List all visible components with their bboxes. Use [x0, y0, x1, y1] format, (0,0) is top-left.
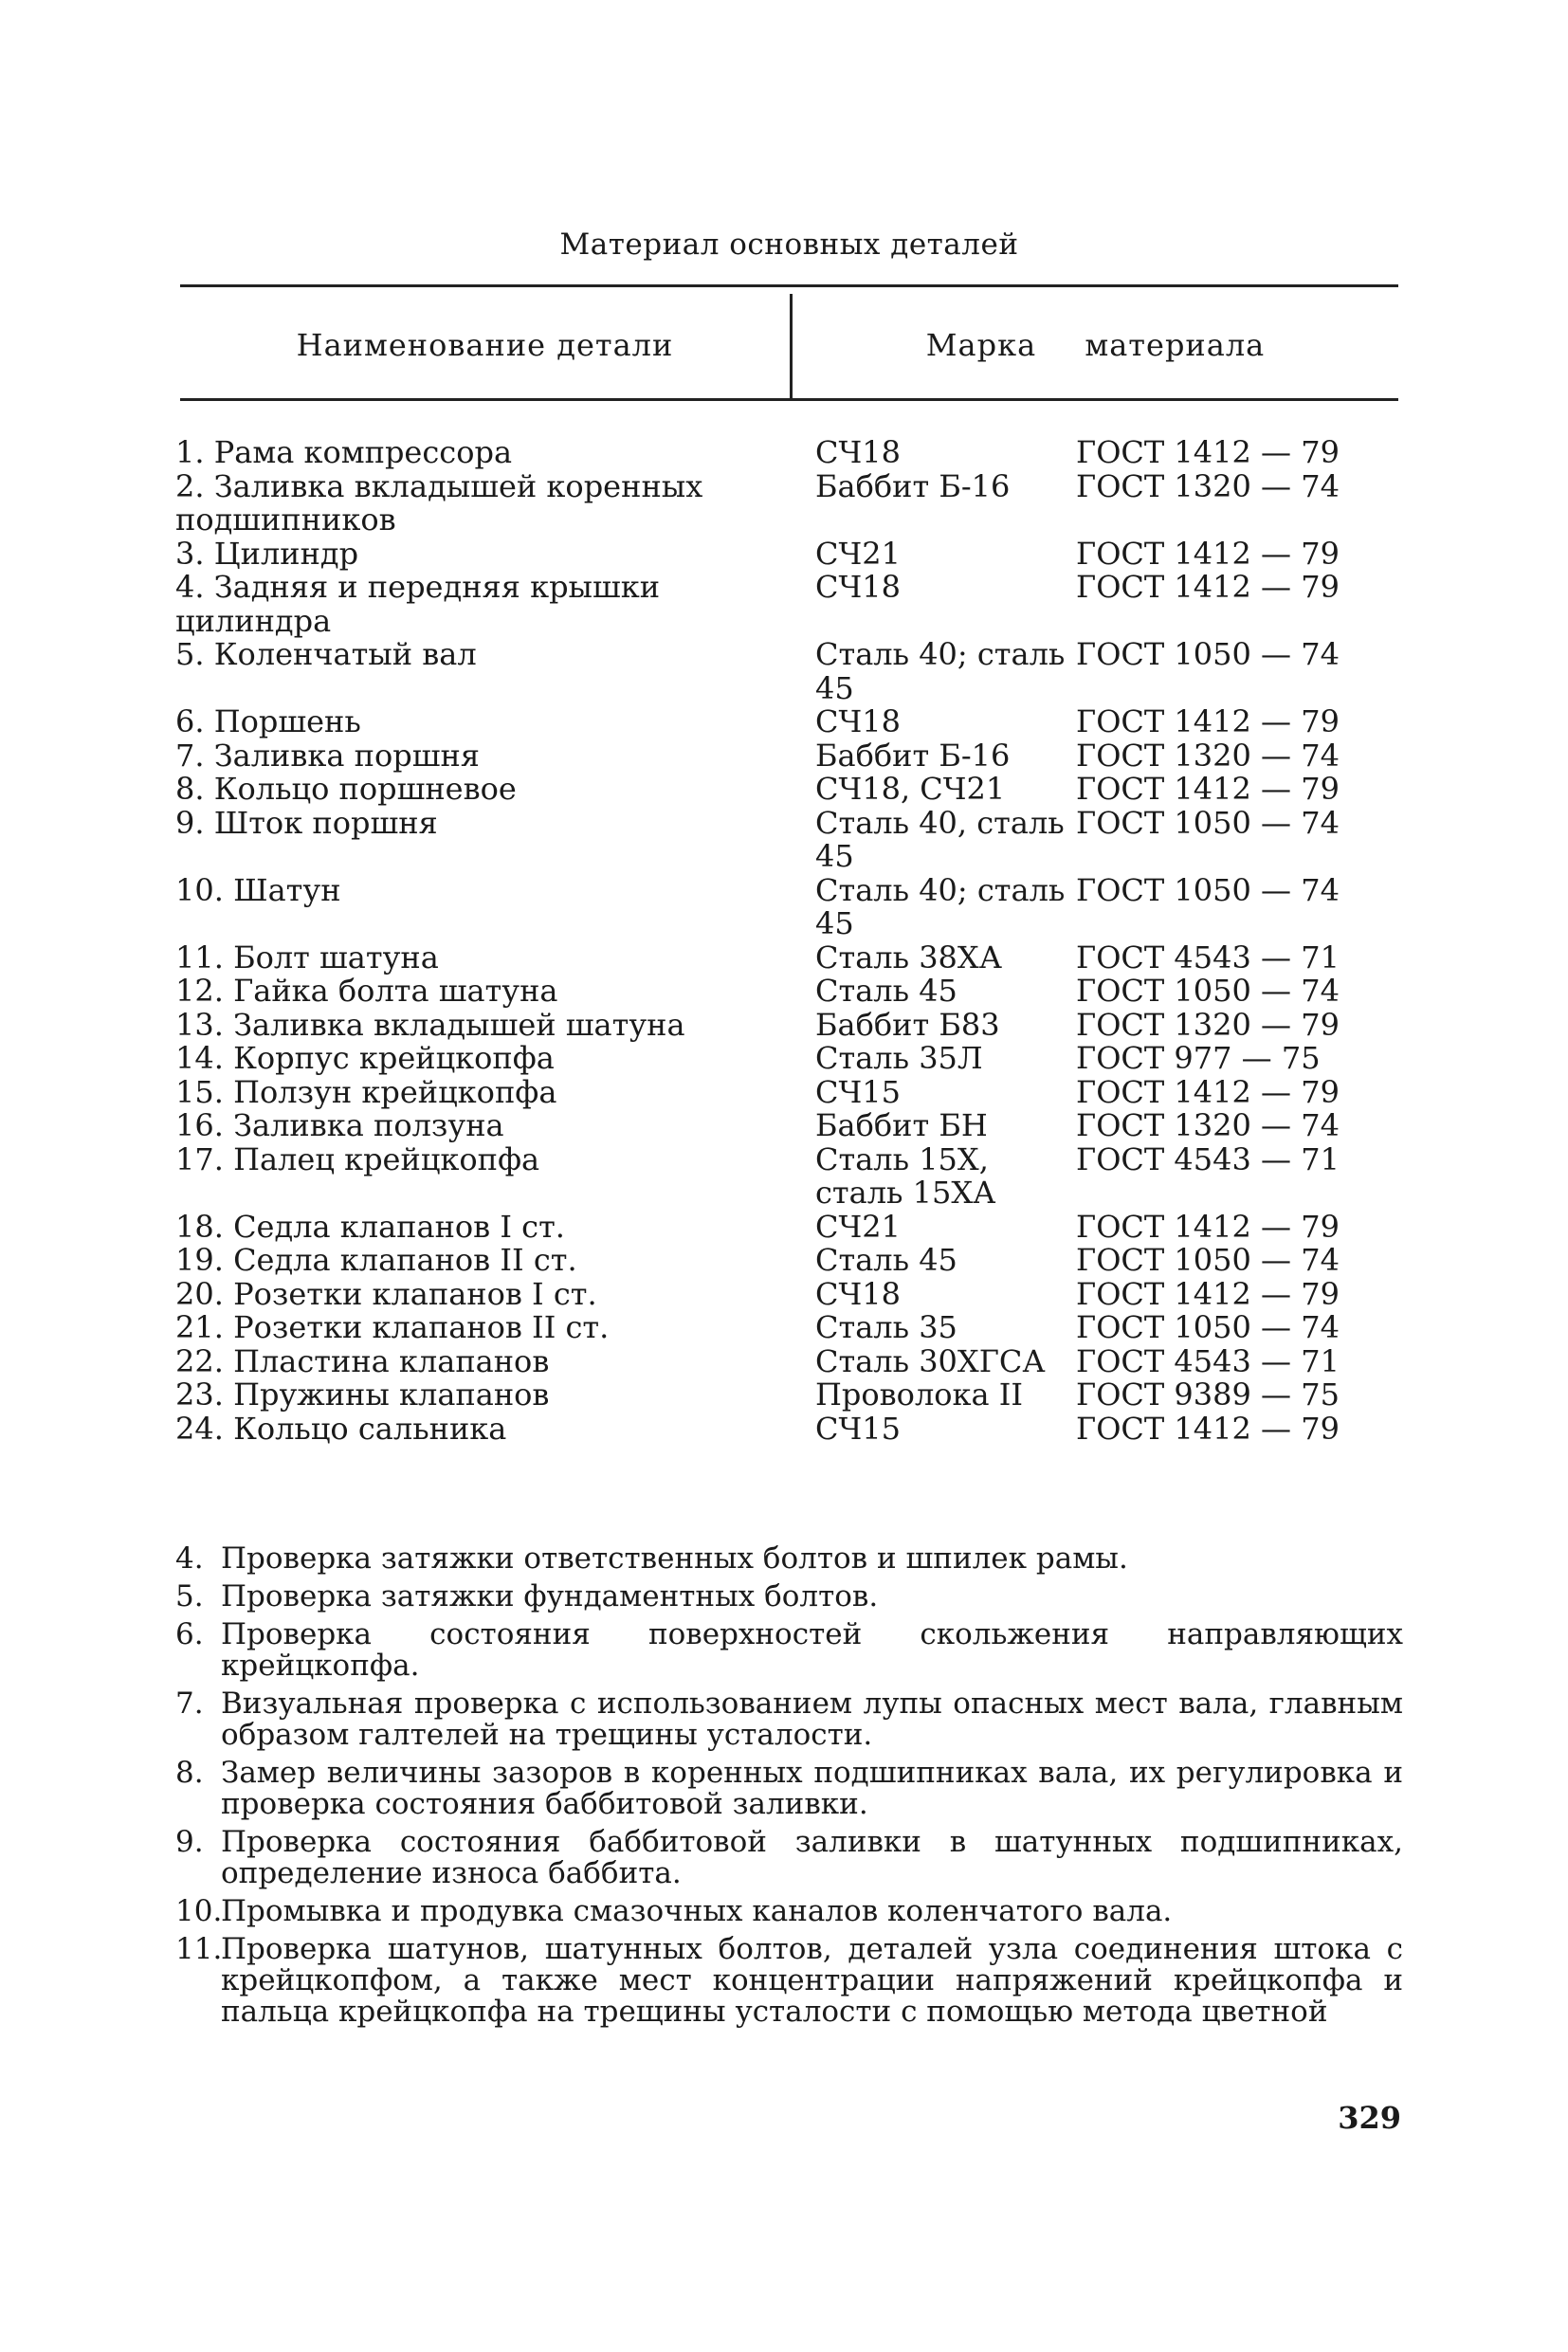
- part-name-cell: 1. Рама компрессора: [175, 434, 513, 470]
- list-item-number: 11.: [175, 1932, 223, 1966]
- table-row: [175, 941, 1403, 975]
- part-name-cell: 24. Кольцо сальника: [175, 1410, 507, 1447]
- gost-standard-cell: ГОСТ 977 — 75: [1076, 1040, 1321, 1076]
- list-item-number: 4.: [175, 1541, 204, 1576]
- material-grade-cell: Сталь 45: [815, 1242, 957, 1278]
- table-row: [175, 1275, 1403, 1312]
- gost-standard-cell: ГОСТ 1320 — 74: [1076, 737, 1340, 774]
- table-row: [175, 1140, 1403, 1211]
- material-grade-cell: Баббит Б-16: [815, 737, 1011, 774]
- part-name-cell: 12. Гайка болта шатуна: [175, 973, 558, 1009]
- part-name-cell: 10. Шатун: [175, 871, 341, 908]
- table-row: [175, 1006, 1403, 1043]
- table-row: [175, 1042, 1403, 1076]
- material-grade-cell: Сталь 15Х, сталь 15ХА: [815, 1140, 996, 1211]
- gost-standard-cell: ГОСТ 1412 — 79: [1076, 703, 1340, 739]
- part-name-cell: 6. Поршень: [175, 703, 361, 739]
- part-name-cell: 14. Корпус крейцкопфа: [175, 1040, 555, 1076]
- material-grade-cell: СЧ18: [815, 569, 901, 605]
- list-item: [175, 1934, 1403, 2028]
- gost-standard-cell: ГОСТ 1320 — 79: [1076, 1006, 1340, 1043]
- material-grade-cell: Баббит БН: [815, 1107, 988, 1143]
- materials-table-body: [175, 436, 1403, 1446]
- list-item: [175, 1688, 1403, 1751]
- table-row: [175, 1342, 1403, 1379]
- table-row: [175, 467, 1403, 538]
- table-top-rule: [180, 284, 1398, 287]
- gost-standard-cell: ГОСТ 1412 — 79: [1076, 1073, 1340, 1110]
- inspection-steps-list: [175, 1543, 1403, 2034]
- material-grade-cell: СЧ18, СЧ21: [815, 771, 1006, 807]
- table-title: Материал основных деталей: [559, 228, 1019, 262]
- table-row: [175, 1208, 1403, 1245]
- table-header-rule: [180, 398, 1398, 401]
- part-name-cell: 23. Пружины клапанов: [175, 1377, 550, 1413]
- table-row: [175, 436, 1403, 470]
- table-row: [175, 975, 1403, 1009]
- list-item-text: Проверка затяжки ответственных болтов и шпилек рамы.: [221, 1541, 1128, 1576]
- list-item-number: 9.: [175, 1825, 204, 1859]
- table-row: [175, 773, 1403, 807]
- part-name-cell: 16. Заливка ползуна: [175, 1107, 504, 1143]
- part-name-cell: 8. Кольцо поршневое: [175, 771, 517, 807]
- gost-standard-cell: ГОСТ 1412 — 79: [1076, 535, 1340, 572]
- gost-standard-cell: ГОСТ 1050 — 74: [1076, 1309, 1340, 1345]
- list-item-number: 7.: [175, 1687, 204, 1721]
- part-name-cell: 9. Шток поршня: [175, 804, 438, 841]
- material-grade-cell: Баббит Б-16: [815, 467, 1011, 504]
- gost-standard-cell: ГОСТ 4543 — 71: [1076, 1342, 1340, 1379]
- list-item-text: Проверка шатунов, шатунных болтов, деталей узла соединения штока с крейцкопфом, а также мест концентрации напряжений крейцкопфа и пальца крейцкопфа на трещины усталости с помощью метода цветной: [221, 1932, 1403, 2029]
- table-row: [175, 1109, 1403, 1143]
- gost-standard-cell: ГОСТ 1412 — 79: [1076, 569, 1340, 605]
- material-grade-cell: Сталь 38ХА: [815, 939, 1002, 975]
- part-name-cell: 3. Цилиндр: [175, 535, 359, 572]
- gost-standard-cell: ГОСТ 1050 — 74: [1076, 1242, 1340, 1278]
- list-item: [175, 1619, 1403, 1682]
- material-grade-cell: СЧ15: [815, 1073, 901, 1110]
- material-grade-cell: Сталь 35: [815, 1309, 957, 1345]
- gost-standard-cell: ГОСТ 1050 — 74: [1076, 804, 1340, 841]
- material-grade-cell: Проволока II: [815, 1377, 1024, 1413]
- gost-standard-cell: ГОСТ 4543 — 71: [1076, 939, 1340, 975]
- material-grade-cell: СЧ18: [815, 1275, 901, 1312]
- part-name-cell: 19. Седла клапанов II ст.: [175, 1242, 577, 1278]
- material-grade-cell: Сталь 35Л: [815, 1040, 983, 1076]
- list-item: [175, 1581, 1403, 1613]
- part-name-cell: 4. Задняя и передняя крышки цилиндра: [175, 569, 661, 639]
- table-row: [175, 871, 1403, 941]
- table-row: [175, 1244, 1403, 1278]
- list-item-text: Визуальная проверка с использованием лупы опасных мест вала, главным образом галтелей на трещины усталости.: [221, 1687, 1403, 1752]
- table-row: [175, 638, 1403, 705]
- part-name-cell: 18. Седла клапанов I ст.: [175, 1208, 565, 1245]
- header-material-grade: Марка материала: [925, 327, 1266, 363]
- table-row: [175, 571, 1403, 638]
- part-name-cell: 17. Палец крейцкопфа: [175, 1140, 540, 1177]
- gost-standard-cell: ГОСТ 1412 — 79: [1076, 1208, 1340, 1245]
- list-item-text: Проверка состояния баббитовой заливки в шатунных подшипниках, определение износа баббита.: [221, 1825, 1403, 1890]
- part-name-cell: 13. Заливка вкладышей шатуна: [175, 1006, 685, 1043]
- header-part-name: Наименование детали: [296, 327, 674, 363]
- part-name-cell: 21. Розетки клапанов II ст.: [175, 1309, 610, 1345]
- list-item-number: 10.: [175, 1894, 223, 1928]
- list-item-text: Замер величины зазоров в коренных подшипниках вала, их регулировка и проверка состояния баббитовой заливки.: [221, 1756, 1403, 1821]
- list-item: [175, 1896, 1403, 1927]
- list-item-number: 8.: [175, 1756, 204, 1790]
- part-name-cell: 22. Пластина клапанов: [175, 1342, 550, 1379]
- gost-standard-cell: ГОСТ 1412 — 79: [1076, 1410, 1340, 1447]
- part-name-cell: 5. Коленчатый вал: [175, 636, 477, 672]
- gost-standard-cell: ГОСТ 1412 — 79: [1076, 1275, 1340, 1312]
- list-item: [175, 1543, 1403, 1575]
- material-grade-cell: СЧ21: [815, 1208, 901, 1245]
- table-row: [175, 535, 1403, 572]
- gost-standard-cell: ГОСТ 1050 — 74: [1076, 973, 1340, 1009]
- material-grade-cell: Сталь 40; сталь 45: [815, 636, 1066, 706]
- material-grade-cell: СЧ21: [815, 535, 901, 572]
- table-row: [175, 1378, 1403, 1413]
- gost-standard-cell: ГОСТ 1412 — 79: [1076, 771, 1340, 807]
- gost-standard-cell: ГОСТ 1050 — 74: [1076, 636, 1340, 672]
- list-item-text: Проверка состояния поверхностей скольжения направляющих крейцкопфа.: [221, 1617, 1403, 1683]
- table-row: [175, 705, 1403, 739]
- part-name-cell: 2. Заливка вкладышей коренных подшипников: [175, 467, 703, 538]
- list-item-number: 6.: [175, 1617, 204, 1651]
- material-grade-cell: Сталь 40, сталь 45: [815, 804, 1065, 874]
- table-row: [175, 804, 1403, 874]
- gost-standard-cell: ГОСТ 1320 — 74: [1076, 467, 1340, 504]
- list-item-text: Промывка и продувка смазочных каналов коленчатого вала.: [221, 1894, 1173, 1928]
- table-row: [175, 1410, 1403, 1447]
- material-grade-cell: Сталь 30ХГСА: [815, 1342, 1046, 1379]
- material-grade-cell: СЧ18: [815, 434, 901, 470]
- material-grade-cell: СЧ18: [815, 703, 901, 739]
- material-grade-cell: СЧ15: [815, 1410, 901, 1447]
- gost-standard-cell: ГОСТ 1050 — 74: [1076, 871, 1340, 908]
- list-item: [175, 1827, 1403, 1889]
- part-name-cell: 11. Болт шатуна: [175, 939, 439, 975]
- list-item: [175, 1758, 1403, 1820]
- gost-standard-cell: ГОСТ 4543 — 71: [1076, 1140, 1340, 1177]
- table-row: [175, 1073, 1403, 1110]
- part-name-cell: 20. Розетки клапанов I ст.: [175, 1275, 597, 1312]
- list-item-number: 5.: [175, 1579, 204, 1614]
- table-row: [175, 739, 1403, 774]
- page-number: 329: [1338, 2100, 1401, 2136]
- material-grade-cell: Баббит Б83: [815, 1006, 1000, 1043]
- material-grade-cell: Сталь 45: [815, 973, 957, 1009]
- list-item-text: Проверка затяжки фундаментных болтов.: [221, 1579, 879, 1614]
- gost-standard-cell: ГОСТ 1320 — 74: [1076, 1107, 1340, 1143]
- part-name-cell: 15. Ползун крейцкопфа: [175, 1073, 557, 1110]
- gost-standard-cell: ГОСТ 1412 — 79: [1076, 434, 1340, 470]
- part-name-cell: 7. Заливка поршня: [175, 737, 480, 774]
- material-grade-cell: Сталь 40; сталь 45: [815, 871, 1066, 941]
- gost-standard-cell: ГОСТ 9389 — 75: [1076, 1377, 1340, 1413]
- table-row: [175, 1311, 1403, 1345]
